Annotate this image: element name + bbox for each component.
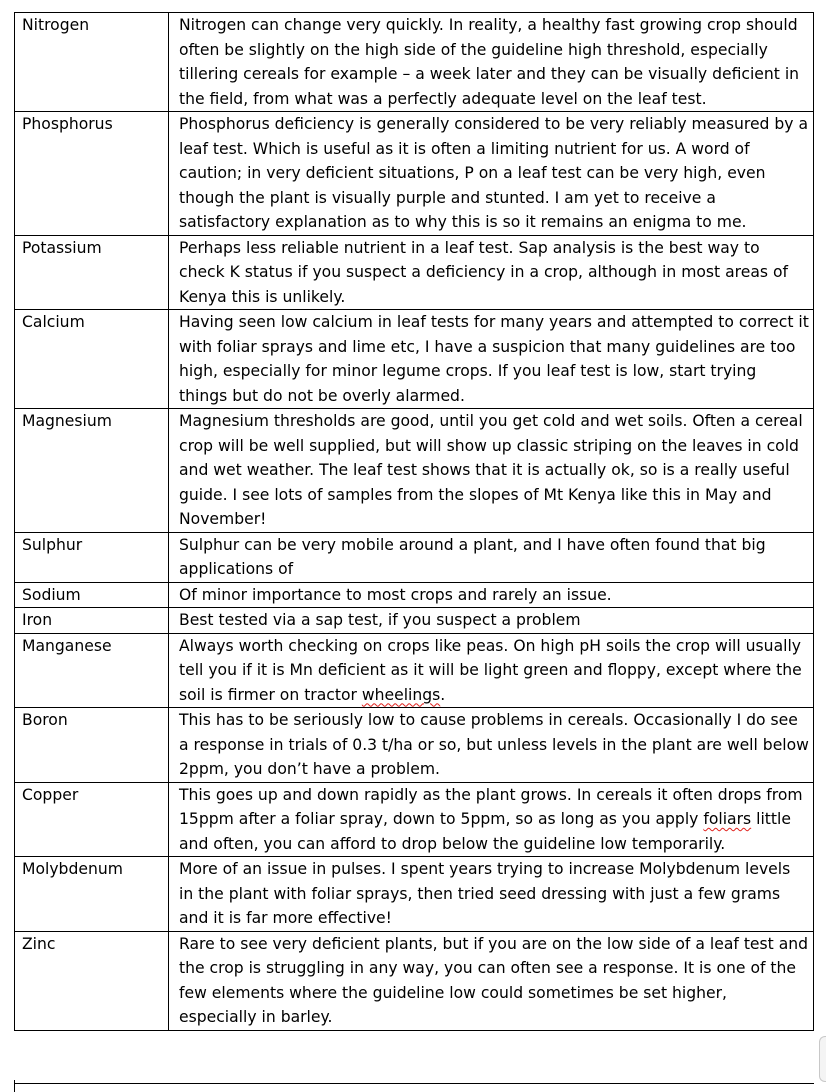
page-divider	[14, 1083, 814, 1084]
table-row	[15, 409, 814, 533]
table-row	[15, 13, 814, 112]
nutrient-name: Sulphur	[15, 532, 169, 582]
spellcheck-flagged-word[interactable]: foliars	[703, 810, 752, 828]
table-row	[15, 857, 814, 932]
nutrient-description: Magnesium thresholds are good, until you get cold and wet soils. Often a cereal crop will be well supplied, but will show up classic striping on the leaves in cold and wet weather. The leaf test shows that it is actually ok, so is a really useful guide. I see lots of samples from the slopes of Mt Kenya like this in May and November!	[169, 409, 814, 533]
nutrient-description: Nitrogen can change very quickly. In reality, a healthy fast growing crop should often be slightly on the high side of the guideline high threshold, especially tillering cereals for example – a week later and they can be visually deficient in the field, from what was a perfectly adequate level on the leaf test.	[169, 13, 814, 112]
nutrient-name: Potassium	[15, 235, 169, 310]
table-row	[15, 633, 814, 708]
table-row	[15, 708, 814, 783]
nutrient-name: Phosphorus	[15, 112, 169, 236]
description-text: little and often, you can afford to drop below the guideline low temporarily.	[179, 810, 791, 853]
description-text: .	[440, 685, 446, 704]
table-row	[15, 112, 814, 236]
description-text: This goes up and down rapidly as the plant grows. In cereals it often drops from 15ppm after a foliar spray, down to 5ppm, so as long as you apply	[179, 785, 803, 828]
table-row	[15, 532, 814, 582]
nutrient-description: Phosphorus deficiency is generally considered to be very reliably measured by a leaf test. Which is useful as it is often a limiting nutrient for us. A word of caution; in very deficient situations, P on a leaf test can be very high, even though the plant is visually purple and stunted. I am yet to receive a satisfactory explanation as to why this is so it remains an enigma to me.	[169, 112, 814, 236]
nutrient-description: Sulphur can be very mobile around a plant, and I have often found that big applications of	[169, 532, 814, 582]
table-row	[15, 310, 814, 409]
page-edge-line	[14, 1080, 15, 1092]
page-curl-icon	[819, 1036, 826, 1082]
nutrient-description: Best tested via a sap test, if you suspect a problem	[169, 608, 814, 634]
nutrient-description: Perhaps less reliable nutrient in a leaf test. Sap analysis is the best way to check K status if you suspect a deficiency in a crop, although in most areas of Kenya this is unlikely.	[169, 235, 814, 310]
nutrient-table	[14, 12, 814, 1031]
nutrient-name: Zinc	[15, 931, 169, 1030]
nutrient-description: More of an issue in pulses. I spent years trying to increase Molybdenum levels in the plant with foliar sprays, then tried seed dressing with just a few grams and it is far more effective!	[169, 857, 814, 932]
nutrient-name: Calcium	[15, 310, 169, 409]
nutrient-name: Manganese	[15, 633, 169, 708]
nutrient-name: Boron	[15, 708, 169, 783]
nutrient-description: Rare to see very deficient plants, but if you are on the low side of a leaf test and the crop is struggling in any way, you can often see a response. It is one of the few elements where the guideline low could sometimes be set higher, especially in barley.	[169, 931, 814, 1030]
nutrient-description: This has to be seriously low to cause problems in cereals. Occasionally I do see a response in trials of 0.3 t/ha or so, but unless levels in the plant are well below 2ppm, you don’t have a problem.	[169, 708, 814, 783]
nutrient-name: Iron	[15, 608, 169, 634]
description-text: Always worth checking on crops like peas. On high pH soils the crop will usually tell you if it is Mn deficient as it will be light green and floppy, except where the soil is firmer on tractor	[179, 636, 802, 704]
table-row	[15, 608, 814, 634]
nutrient-name: Magnesium	[15, 409, 169, 533]
nutrient-name: Sodium	[15, 582, 169, 608]
table-row	[15, 582, 814, 608]
nutrient-description	[169, 782, 814, 857]
nutrient-description: Of minor importance to most crops and rarely an issue.	[169, 582, 814, 608]
table-row	[15, 235, 814, 310]
nutrient-name: Molybdenum	[15, 857, 169, 932]
table-row	[15, 782, 814, 857]
nutrient-description	[169, 633, 814, 708]
nutrient-name: Nitrogen	[15, 13, 169, 112]
nutrient-description: Having seen low calcium in leaf tests for many years and attempted to correct it with foliar sprays and lime etc, I have a suspicion that many guidelines are too high, especially for minor legume crops. If you leaf test is low, start trying things but do not be overly alarmed.	[169, 310, 814, 409]
table-row	[15, 931, 814, 1030]
nutrient-name: Copper	[15, 782, 169, 857]
spellcheck-flagged-word[interactable]: wheelings	[361, 685, 441, 704]
